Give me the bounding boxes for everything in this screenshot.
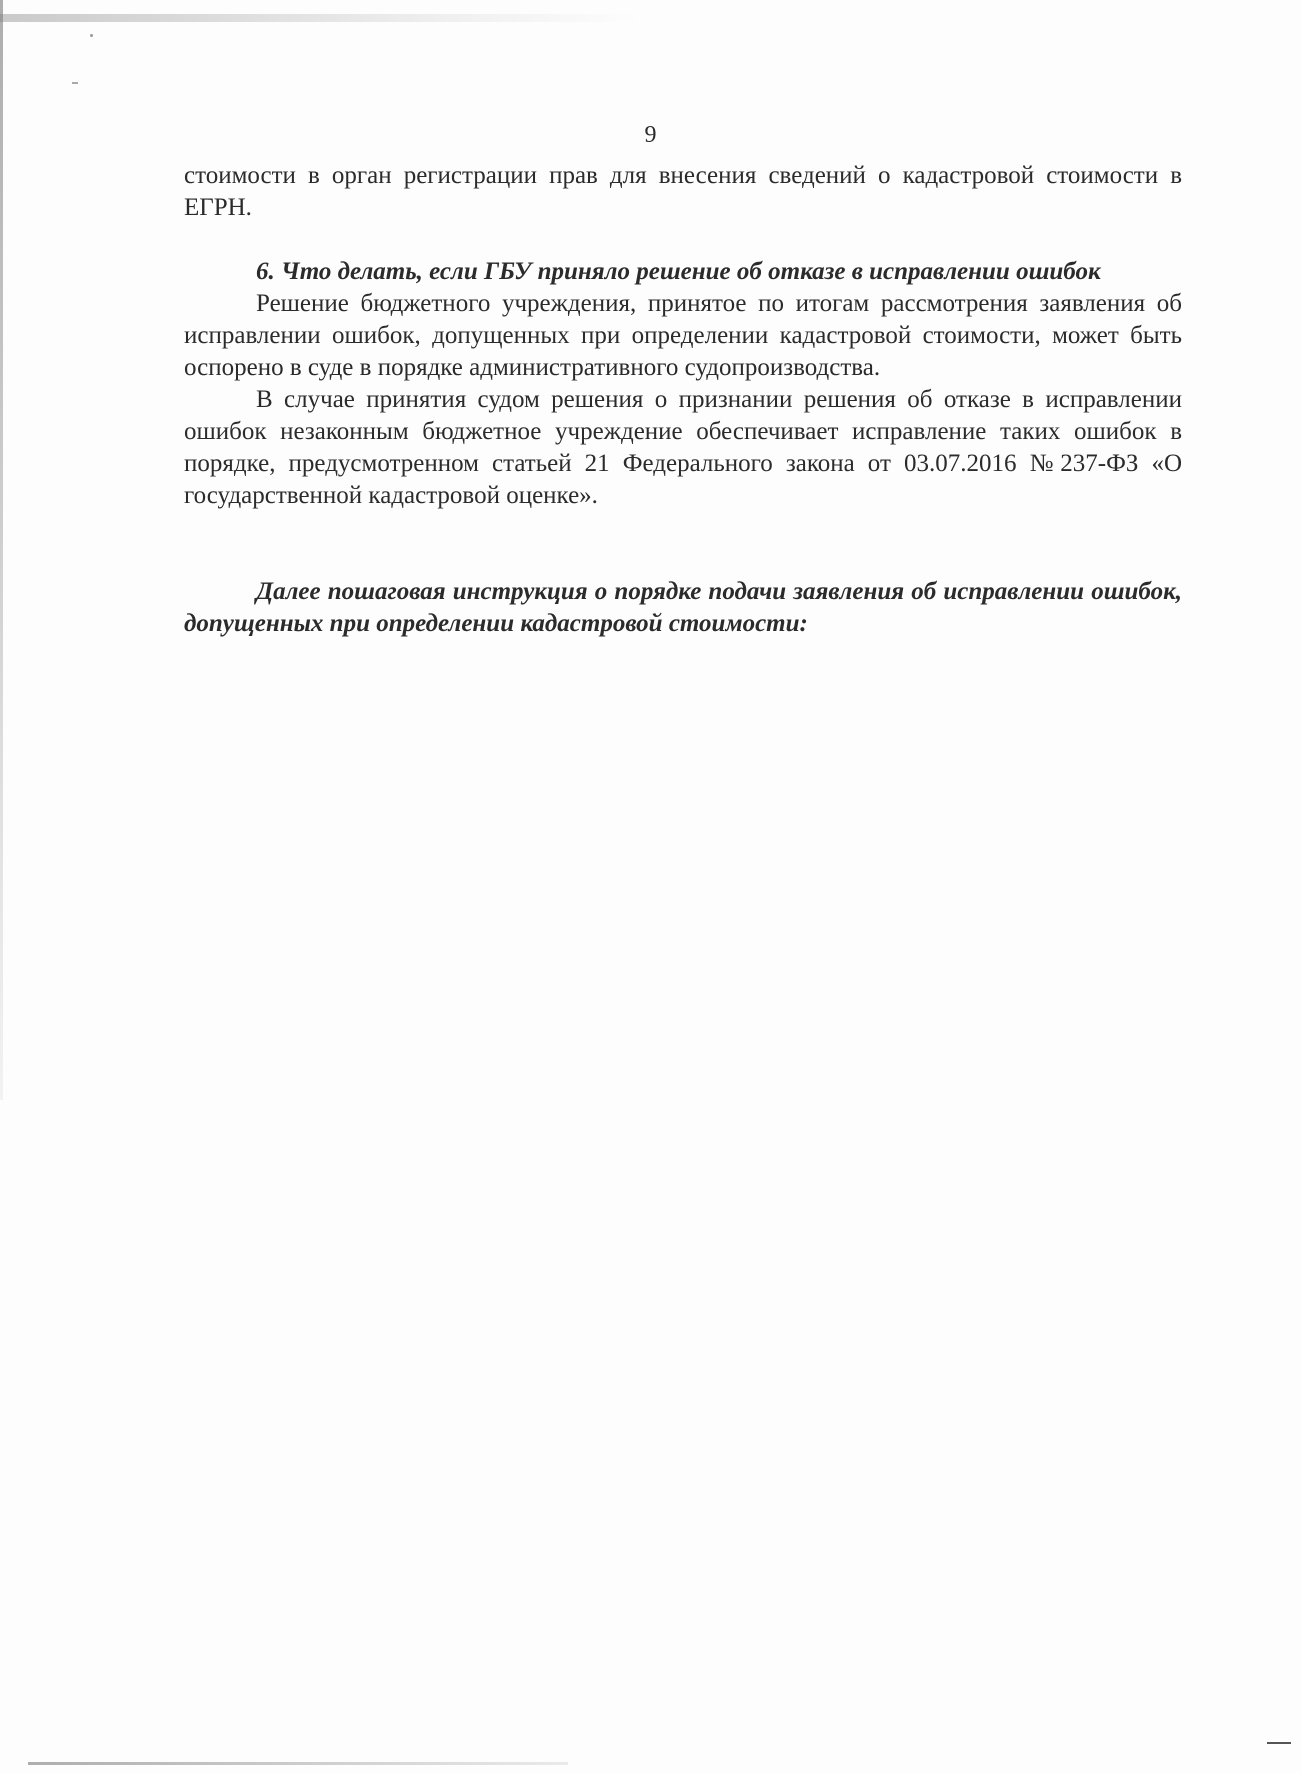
paragraph-continuation: стоимости в орган регистрации прав для внесения сведений о кадастровой стоимости в ЕГРН. bbox=[184, 162, 1182, 221]
scan-speck bbox=[90, 34, 93, 37]
section-heading: 6. Что делать, если ГБУ приняло решение об отказе в исправлении ошибок bbox=[256, 258, 1101, 285]
paragraph: Решение бюджетного учреждения, принятое по итогам рассмотрения заявления об исправлении ошибок, допущенных при определении кадастровой стоимости, может быть оспорено в суде в порядке административного судопроизводства. bbox=[184, 290, 1182, 381]
scan-artifact-top bbox=[0, 14, 640, 22]
page-number: 9 bbox=[644, 122, 657, 148]
scan-speck bbox=[72, 82, 78, 84]
document-body bbox=[184, 160, 1182, 640]
scan-artifact-bottom bbox=[28, 1762, 568, 1765]
instruction-intro: Далее пошаговая инструкция о порядке подачи заявления об исправлении ошибок, допущенных при определении кадастровой стоимости: bbox=[184, 578, 1182, 637]
paragraph: В случае принятия судом решения о признании решения об отказе в исправлении ошибок незаконным бюджетное учреждение обеспечивает исправление таких ошибок в порядке, предусмотренном статьей 21 Федерального закона от 03.07.2016 №237-ФЗ «О государственной кадастровой оценке». bbox=[184, 386, 1182, 509]
scan-artifact-left bbox=[0, 0, 3, 1100]
scan-artifact-mark bbox=[1267, 1742, 1291, 1744]
